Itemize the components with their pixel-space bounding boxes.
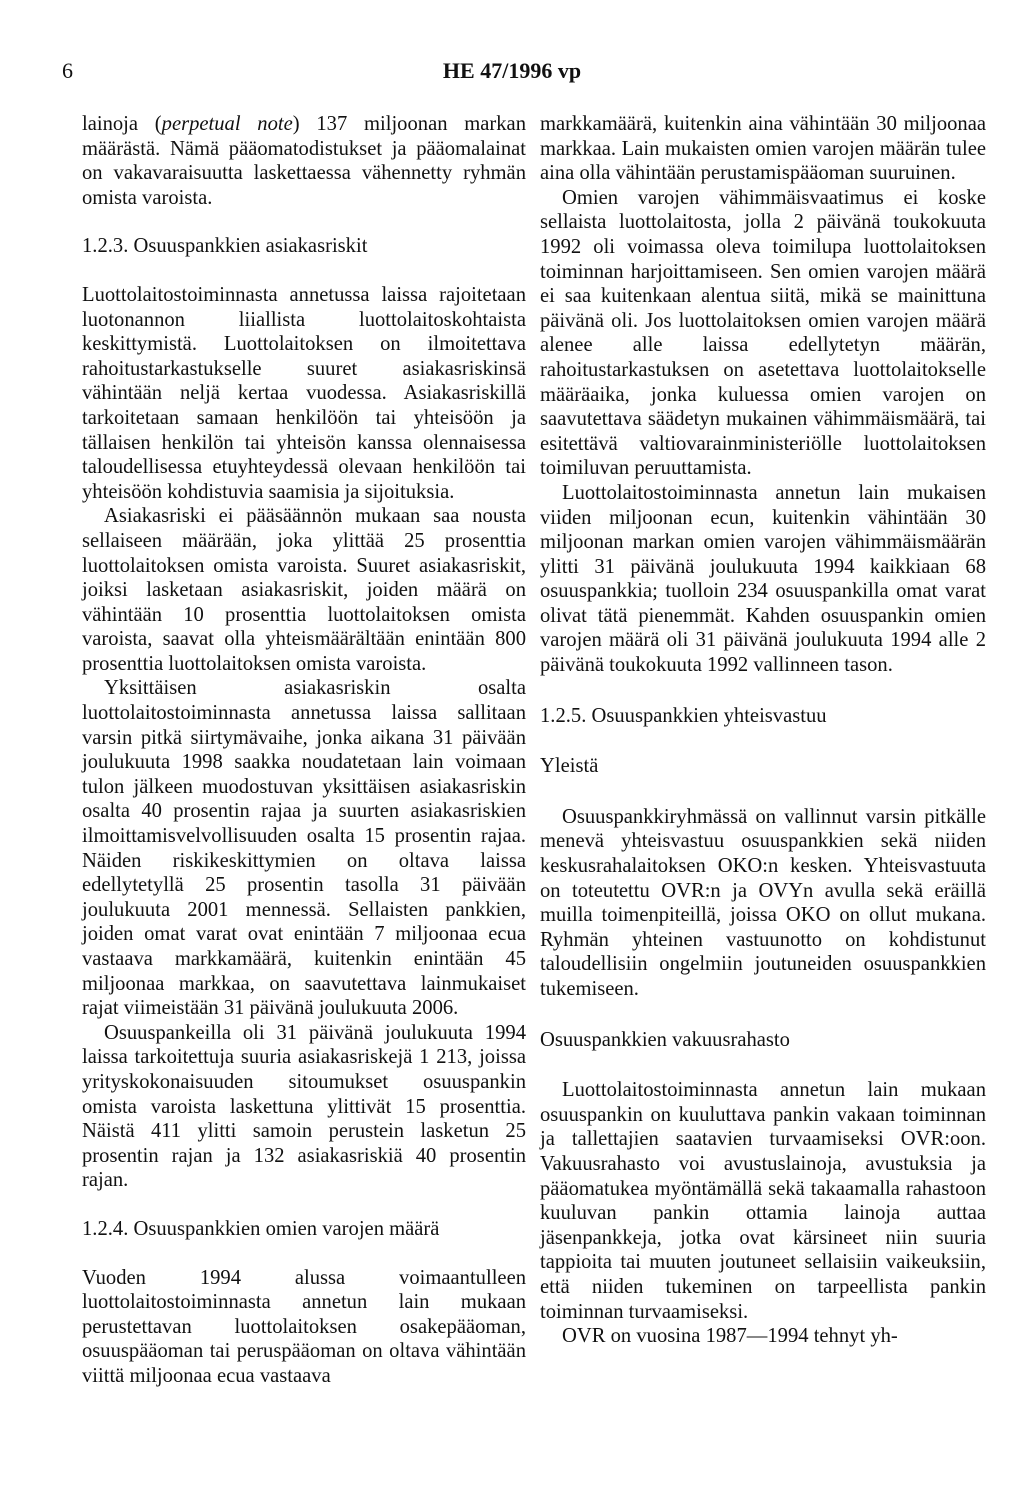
paragraph-intro [82,112,526,210]
paragraph-asiakasriskit-3: Yksittäisen asiakasriskin osalta luottolaitostoiminnasta annetussa laissa sallitaan varsin pitkä siirtymävaihe, jonka aikana 31 päivään joulukuuta 1998 saakka noudatetaan lain voimaan tulon jälkeen muodostuvan yksittäisen asiakasriskin osalta 40 prosentin rajaa ja suurten asiakasriskien ilmoittamisvelvollisuuden osalta 15 prosentin rajaa. Näiden riskikeskittymien on oltava laissa edellytetyllä 25 prosentin tasolla 31 päivään joulukuuta 2001 mennessä. Sellaisten pankkien, joiden omat varat ovat enintään 7 miljoonaa ecua vastaava markkamäärä, kuitenkin enintään 45 miljoonaa markkaa, on saavutettava lainmukaiset rajat viimeistään 31 päivänä joulukuuta 2006. [82,677,526,1020]
paragraph-asiakasriskit-2: Asiakasriski ei pääsäännön mukaan saa nousta sellaiseen määrään, joka ylittää 25 prosenttia luottolaitoksen omista varoista. Suuret asiakasriskit, joiksi lasketaan asiakasriskit, joiden määrä on vähintään 10 prosenttia luottolaitoksen omista varoista, saavat olla yhteismäärältään enintään 800 prosenttia luottolaitoksen omista varoista. [82,505,526,675]
intro-italic-term: perpetual note [161,113,293,135]
section-heading-1-2-3: 1.2.3. Osuuspankkien asiakasriskit [82,235,368,258]
page-number: 6 [62,58,73,83]
paragraph-vakuusrahasto-1: Luottolaitostoiminnasta annetun lain mukaan osuuspankin on kuuluttava pankin vakaan toiminnan ja tallettajien saatavien turvaamiseksi OVR:oon. Vakuusrahasto voi avustuslainoja, avustuksia ja pääomatukea myöntämällä sekä takaamalla rahastoon kuuluvan pankin ottamia lainoja auttaa jäsenpankkeja, jotka ovat kärsineet niin suuria tappioita tai muuten joutuneet sellaisiin vaikeuksiin, että niiden tukeminen on tarpeellista pankin toiminnan turvaamiseksi. [540,1079,986,1323]
paragraph-yhteisvastuu-1: Osuuspankkiryhmässä on vallinnut varsin pitkälle menevä yhteisvastuu osuuspankkien sekä niiden keskusrahalaitoksen OKO:n kesken. Yhteisvastuuta on toteutettu OVR:n ja OVYn avulla sekä eräillä muilla toimenpiteillä, joissa OKO on ollut mukana. Ryhmän yhteinen vastuunotto on kohdistunut taloudellisiin ongelmiin joutuneiden osuuspankkien tukemiseen. [540,805,986,1000]
paragraph-asiakasriskit-1: Luottolaitostoiminnasta annetussa laissa rajoitetaan luotonannon liiallista luottolaitoskohtaista keskittymistä. Luottolaitoksen on ilmoitettava rahoitustarkastukselle suuret asiakasriskinsä vähintään neljä kertaa vuodessa. Asiakasriskillä tarkoitetaan samaan henkilöön tai yhteisöön ja tällaisen henkilön tai yhteisön kanssa olennaisessa taloudellisessa etuyhteydessä olevaan henkilöön tai yhteisöön kohdistuvia saamisia ja sijoituksia. [82,283,526,503]
section-heading-1-2-5: 1.2.5. Osuuspankkien yhteisvastuu [540,704,827,727]
running-title: HE 47/1996 vp [442,58,582,83]
paragraph-asiakasriskit-4: Osuuspankeilla oli 31 päivänä joulukuuta 1994 laissa tarkoitettuja suuria asiakasriskejä 1 213, joissa yrityskokonaisuuden sitoumukset osuuspankin omista varoista laskettuna ylittivät 15 prosenttia. Näistä 411 ylitti samoin perustein lasketun 25 prosentin rajan ja 132 asiakasriskiä 40 prosentin rajan. [82,1021,526,1192]
paragraph-omat-varat-1-continued: markkamäärä, kuitenkin aina vähintään 30 miljoonaa markkaa. Lain mukaisten omien varojen määrän tulee aina olla vähintään perustamispääoman suuruinen. [540,113,986,185]
subheading-vakuusrahasto: Osuuspankkien vakuusrahasto [540,1028,790,1051]
paragraph-vakuusrahasto-2: OVR on vuosina 1987—1994 tehnyt yh- [562,1325,898,1348]
paragraph-omat-varat-2: Omien varojen vähimmäisvaatimus ei koske sellaista luottolaitosta, jolla 2 päivänä toukokuuta 1992 oli voimassa oleva toimilupa luottolaitoksen toiminnan harjoittamiseen. Sen omien varojen määrä ei saa kuitenkaan alentua siitä, mikä se mainittuna päivänä oli. Jos luottolaitoksen omien varojen määrä alenee alle laissa edellytetyn määrän, rahoitustarkastuksen on asetettava luottolaitokselle määräaika, jonka kuluessa omien varojen on saavutettava säädetyn mukainen vähimmäismäärä, tai esitettävä valtiovarainministeriölle luottolaitoksen toimiluvan peruuttamista. [540,186,986,480]
right-column [540,112,986,1349]
intro-text-before-italic: lainoja ( [82,113,162,135]
paragraph-omat-varat-3: Luottolaitostoiminnasta annetun lain mukaisen viiden miljoonan ecun, kuitenkin vähintään 30 miljoonan markan omien varojen vähimmäismäärän ylitti 31 päivänä joulukuuta 1994 kaikkiaan 68 osuuspankkia; tuolloin 234 osuuspankilla omat varat olivat tätä pienemmät. Kahden osuuspankin omien varojen määrä oli 31 päivänä joulukuuta 1994 alle 2 päivänä toukokuuta 1992 vallinneen tason. [540,481,986,677]
left-column [82,112,526,1389]
section-heading-1-2-4: 1.2.4. Osuuspankkien omien varojen määrä [82,1217,440,1240]
subheading-yleista: Yleistä [540,755,599,778]
paragraph-omat-varat-1: Vuoden 1994 alussa voimaantulleen luottolaitostoiminnasta annetun lain mukaan perustettavan luottolaitoksen osakepääoman, osuuspääoman tai peruspääoman on oltava vähintään viittä miljoonaa ecua vastaava [82,1266,526,1387]
intro-text-after-italic: ) 137 miljoonan markan määrästä. Nämä pääomatodistukset ja pääomalainat on vakavaraisuutta laskettaessa vähennetty ryhmän omista varoista. [82,113,526,209]
